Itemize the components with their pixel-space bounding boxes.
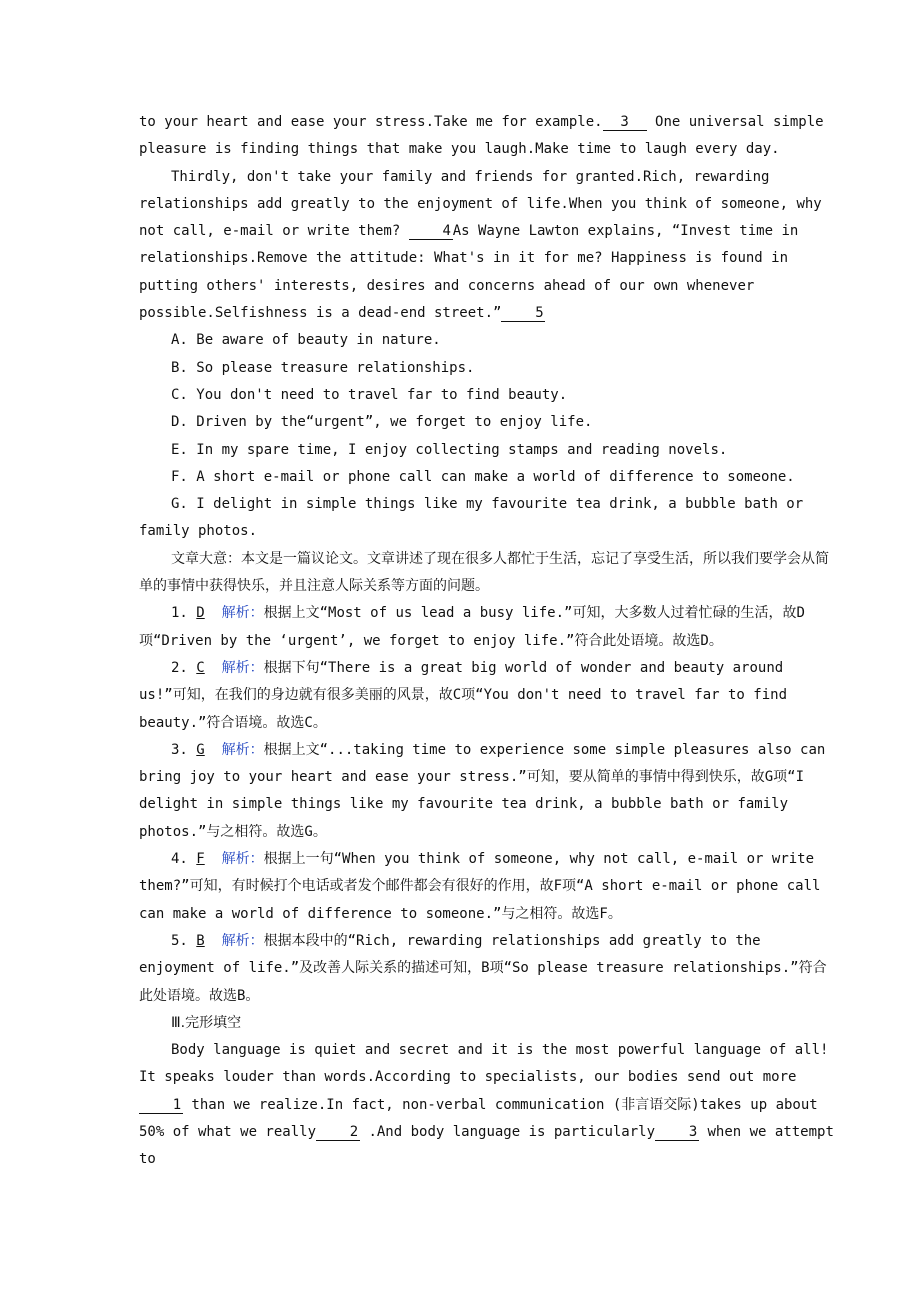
- blank-5: 5: [501, 305, 545, 322]
- analysis-label: 解析：: [221, 741, 264, 758]
- answer-letter: F: [196, 851, 205, 868]
- cloze-blank-3: 3: [655, 1124, 699, 1141]
- answer-explanation: 根据本段中的“Rich, rewarding relationships add greatly to the enjoyment of life.”及改善人际关系的描述可知，B项“So please treasure relationships.”符合此处语境。故选B。: [139, 932, 827, 1004]
- answer-explanation: 根据上文“Most of us lead a busy life.”可知，大多数人过着忙碌的生活，故D项“Driven by the ‘urgent’, we forget to enjoy life.”符合此处语境。故选D。: [139, 605, 805, 649]
- passage-text: Thirdly, don't take your family and friends for granted.Rich, rewarding relationships add greatly to the enjoyment of life.When you think of someone, why not call, e-mail or write them?: [139, 168, 822, 240]
- cloze-text: when we attempt to: [139, 1123, 834, 1168]
- option-a: A. Be aware of beauty in nature.: [171, 332, 441, 349]
- answer-explanation: 根据下句“There is a great big world of wonder and beauty around us!”可知，在我们的身边就有很多美丽的风景，故C项“You don't need to travel far to find beauty.”符合语境。故选C。: [139, 659, 788, 731]
- passage-paragraph-1: [139, 109, 839, 164]
- cloze-text: Body language is quiet and secret and it is the most powerful language of all! It speaks louder than words.According to specialists, our bodies send out more: [139, 1042, 829, 1086]
- answer-1: [139, 600, 839, 655]
- answer-2: [139, 655, 839, 737]
- option-c: C. You don't need to travel far to find beauty.: [171, 386, 568, 403]
- cloze-blank-2: 2: [316, 1124, 360, 1141]
- blank-4: 4: [409, 223, 453, 240]
- answer-number: 4.: [171, 851, 188, 868]
- option-b: B. So please treasure relationships.: [171, 359, 475, 376]
- answer-number: 5.: [171, 932, 188, 949]
- summary: 文章大意：本文是一篇议论文。文章讲述了现在很多人都忙于生活，忘记了享受生活，所以我们要学会从简单的事情中获得快乐，并且注意人际关系等方面的问题。: [139, 550, 829, 595]
- cloze-blank-1: 1: [139, 1097, 183, 1114]
- passage-text: to your heart and ease your stress.Take me for example.: [139, 114, 603, 130]
- answer-letter: D: [196, 605, 205, 622]
- cloze-text: .And body language is particularly: [360, 1123, 656, 1140]
- answer-explanation: 根据上文“...taking time to experience some simple pleasures also can bring joy to your heart and ease your stress.”可知，要从简单的事情中得到快乐，故G项“I delight in simple things like my favourite tea drink, a bubble bath or family photos.”与之相符。故选G。: [139, 741, 826, 840]
- passage-text: One universal simple pleasure is finding things that make you laugh.Make time to laugh every day.: [139, 114, 824, 158]
- answer-5: [139, 928, 839, 1010]
- document-page: [139, 109, 839, 1174]
- answer-number: 3.: [171, 741, 188, 758]
- analysis-label: 解析：: [221, 605, 264, 622]
- answer-letter: C: [196, 659, 205, 676]
- answer-letter: G: [196, 741, 205, 758]
- passage-text: As Wayne Lawton explains, “Invest time in relationships.Remove the attitude: What's in it for me? Happiness is found in putting others' interests, desires and concerns ahead of our own whenever possible.Selfishness is a dead-end street.”: [139, 223, 799, 322]
- analysis-label: 解析：: [221, 659, 264, 676]
- option-e: E. In my spare time, I enjoy collecting stamps and reading novels.: [171, 441, 728, 458]
- answer-4: [139, 846, 839, 928]
- cloze-text: than we realize.In fact, non-verbal communication (非言语交际)takes up about 50% of what we really: [139, 1096, 818, 1140]
- section-heading: Ⅲ.完形填空: [171, 1014, 242, 1031]
- option-d: D. Driven by the“urgent”, we forget to enjoy life.: [171, 414, 593, 431]
- option-f: F. A short e-mail or phone call can make a world of difference to someone.: [171, 468, 795, 485]
- cloze-paragraph: [139, 1037, 839, 1173]
- passage-paragraph-2: [139, 164, 839, 328]
- answer-letter: B: [196, 932, 205, 949]
- option-g: G. I delight in simple things like my favourite tea drink, a bubble bath or family photos.: [139, 496, 804, 540]
- answer-3: [139, 737, 839, 846]
- blank-3: 3: [603, 114, 647, 131]
- answer-explanation: 根据上一句“When you think of someone, why not call, e-mail or write them?”可知，有时候打个电话或者发个邮件都会有很好的作用，故F项“A short e-mail or phone call can make a world of difference to someone.”与之相符。故选F。: [139, 851, 821, 922]
- answer-number: 1.: [171, 605, 188, 622]
- answer-number: 2.: [171, 659, 188, 676]
- analysis-label: 解析：: [221, 932, 264, 949]
- analysis-label: 解析：: [221, 851, 264, 868]
